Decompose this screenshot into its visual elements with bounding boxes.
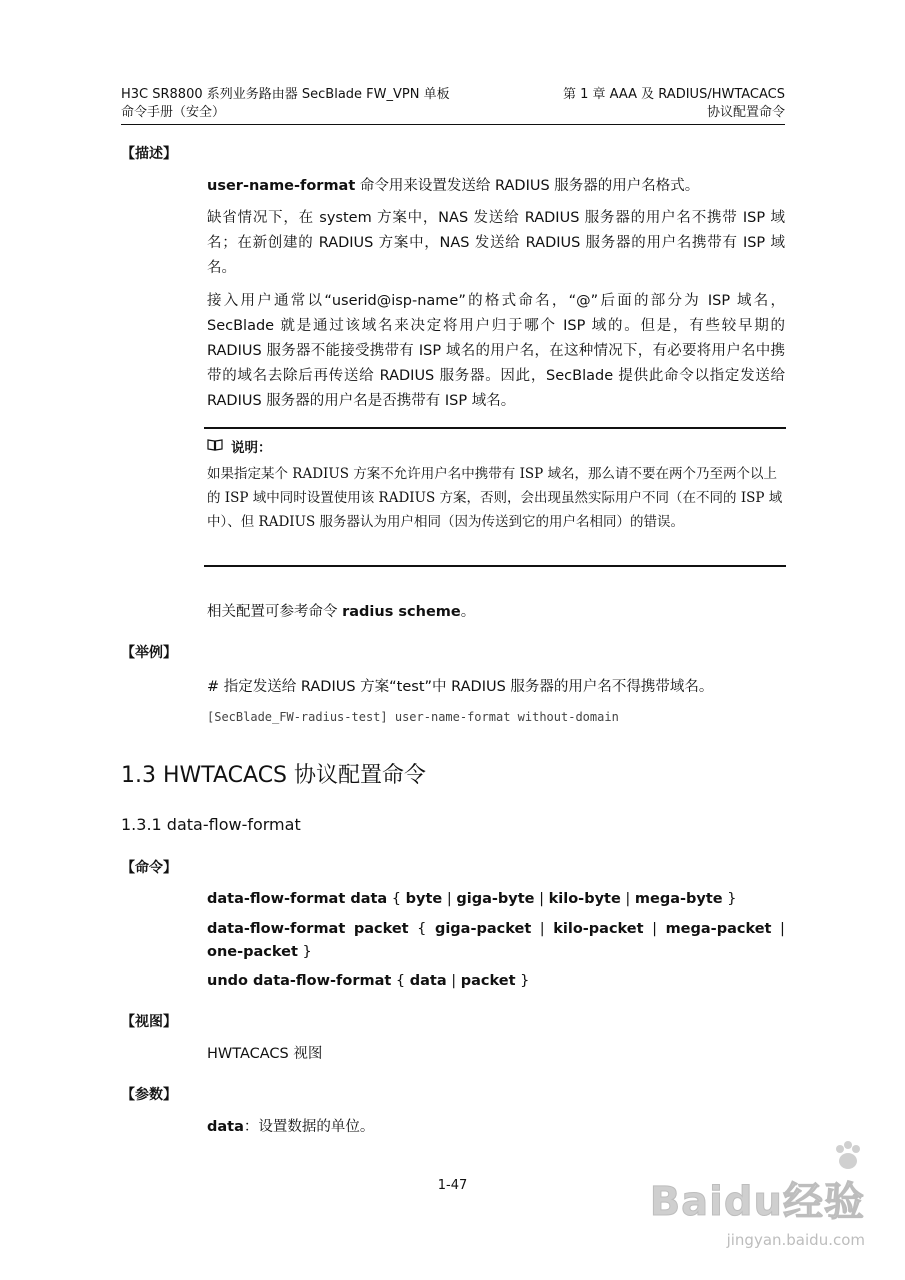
section-title-example: 【举例】 bbox=[121, 645, 177, 661]
parameter-description: ：设置数据的单位。 bbox=[243, 1119, 375, 1135]
header-left bbox=[121, 86, 450, 122]
header-chapter-subtitle: 协议配置命令 bbox=[706, 105, 785, 120]
cmd-brace: { bbox=[387, 891, 406, 907]
cmd-option: mega-packet bbox=[665, 921, 772, 937]
command-line-2 bbox=[207, 918, 785, 941]
description-text: 命令用来设置发送给 RADIUS 服务器的用户名格式。 bbox=[355, 178, 700, 194]
header-product-title: H3C SR8800 系列业务路由器 SecBlade FW_VPN 单板 bbox=[121, 87, 450, 102]
note-title: 说明： bbox=[231, 440, 272, 456]
related-text: 相关配置可参考命令 bbox=[207, 604, 343, 620]
section-title-view: 【视图】 bbox=[121, 1014, 177, 1030]
section-heading-1-3: 1.3 HWTACACS 协议配置命令 bbox=[121, 763, 427, 788]
section-title-description: 【描述】 bbox=[121, 146, 177, 162]
command-line-1 bbox=[207, 888, 785, 911]
parameter-name: data bbox=[207, 1119, 244, 1135]
cmd-option: packet bbox=[460, 973, 516, 989]
header-manual-name: 命令手册（安全） bbox=[121, 105, 226, 120]
note-header bbox=[207, 436, 272, 456]
header-right bbox=[563, 86, 785, 122]
cmd-sep: | bbox=[442, 891, 457, 907]
section-title-command: 【命令】 bbox=[121, 860, 177, 876]
cmd-sep: | bbox=[539, 921, 545, 937]
page-number: 1-47 bbox=[437, 1178, 468, 1193]
cmd-option: one-packet bbox=[207, 944, 298, 960]
cmd-option: mega-byte bbox=[634, 891, 723, 907]
command-line-3 bbox=[207, 970, 785, 993]
note-top-rule bbox=[204, 427, 786, 429]
cmd-brace: { bbox=[391, 973, 410, 989]
cmd-option: byte bbox=[405, 891, 443, 907]
parameter-data bbox=[207, 1115, 785, 1140]
book-icon bbox=[207, 438, 223, 455]
cmd-sep: | bbox=[652, 921, 658, 937]
cmd-sep: | bbox=[620, 891, 635, 907]
section-title-parameters: 【参数】 bbox=[121, 1087, 177, 1103]
cmd-keyword: data-flow-format bbox=[207, 921, 346, 937]
description-paragraph-1 bbox=[207, 174, 785, 199]
related-command: radius scheme bbox=[342, 604, 461, 620]
example-code: [SecBlade_FW-radius-test] user-name-format without-domain bbox=[207, 710, 619, 724]
cmd-brace: } bbox=[515, 973, 530, 989]
cmd-brace: } bbox=[297, 944, 312, 960]
note-body: 如果指定某个 RADIUS 方案不允许用户名中携带有 ISP 域名，那么请不要在两个乃至两个以上的 ISP 域中同时设置使用该 RADIUS 方案，否则，会出现虽然实际用户不同（在不同的 ISP 域中）、但 RADIUS 服务器认为用户相同（因为传送到它的用户名相同）的错误。 bbox=[207, 466, 783, 530]
cmd-sep: | bbox=[446, 973, 461, 989]
cmd-option: giga-byte bbox=[456, 891, 535, 907]
cmd-brace: } bbox=[722, 891, 737, 907]
description-paragraph-2: 缺省情况下，在 system 方案中，NAS 发送给 RADIUS 服务器的用户名不携带 ISP 域名；在新创建的 RADIUS 方案中，NAS 发送给 RADIUS 服务器的用户名携带有 ISP 域名。 bbox=[207, 210, 785, 276]
section-heading-1-3-1: 1.3.1 data-flow-format bbox=[121, 815, 301, 834]
paw-icon bbox=[831, 1140, 865, 1174]
example-description: # 指定发送给 RADIUS 方案“test”中 RADIUS 服务器的用户名不得携带域名。 bbox=[207, 679, 714, 695]
command-keyword: user-name-format bbox=[207, 178, 356, 194]
view-text: HWTACACS 视图 bbox=[207, 1046, 323, 1062]
cmd-option: data bbox=[409, 973, 447, 989]
related-config bbox=[207, 600, 785, 625]
cmd-keyword: packet bbox=[353, 921, 409, 937]
watermark-url: jingyan.baidu.com bbox=[726, 1231, 865, 1249]
cmd-sep: | bbox=[780, 921, 785, 937]
cmd-option: kilo-packet bbox=[553, 921, 644, 937]
cmd-option: giga-packet bbox=[434, 921, 532, 937]
cmd-option: kilo-byte bbox=[548, 891, 621, 907]
cmd-keyword: undo data-flow-format bbox=[207, 973, 392, 989]
command-line-2-cont bbox=[207, 941, 785, 964]
cmd-sep: | bbox=[534, 891, 549, 907]
header-chapter-title: 第 1 章 AAA 及 RADIUS/HWTACACS bbox=[562, 87, 785, 102]
header-divider bbox=[121, 124, 785, 125]
cmd-brace: { bbox=[417, 921, 427, 937]
watermark-logo: Baidu经验 bbox=[649, 1179, 865, 1225]
description-paragraph-3: 接入用户通常以“userid@isp-name”的格式命名，“@”后面的部分为 ISP 域名，SecBlade 就是通过该域名来决定将用户归于哪个 ISP 域的。但是，有些较早期的 RADIUS 服务器不能接受携带有 ISP 域名的用户名，在这种情况下，有必要将用户名中携带的域名去除后再传送给 RADIUS 服务器。因此，SecBlade 提供此命令以指定发送给 RADIUS 服务器的用户名是否携带有 ISP 域名。 bbox=[207, 293, 785, 409]
cmd-keyword: data-flow-format data bbox=[207, 891, 388, 907]
note-bottom-rule bbox=[204, 565, 786, 567]
related-suffix: 。 bbox=[460, 604, 476, 620]
baidu-jingyan-watermark bbox=[625, 1140, 865, 1250]
